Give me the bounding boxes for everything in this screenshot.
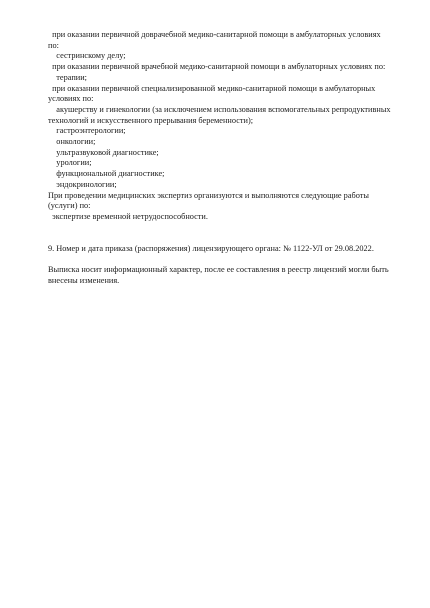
paragraph-gap: [48, 233, 393, 244]
text-line: гастроэнтерологии;: [48, 126, 126, 136]
document-body: [48, 30, 393, 287]
text-line: ультразвуковой диагностике;: [48, 147, 159, 157]
paragraph-gap: [48, 223, 393, 234]
text-line: условиях по:: [48, 94, 94, 104]
text-line: при оказании первичной врачебной медико-санитарной помощи в амбулаторных условиях по:: [48, 62, 386, 72]
notice-line: Выписка носит информационный характер, после ее составления в реестр лицензий могли быть: [48, 265, 389, 275]
notice-line: внесены изменения.: [48, 276, 120, 286]
text-line: по:: [48, 40, 59, 50]
text-line: технологий и искусственного прерывания беременности);: [48, 115, 254, 125]
text-line: при оказании первичной специализированной медико-санитарной помощи в амбулаторных: [48, 83, 376, 93]
text-line: (услуги) по:: [48, 201, 91, 211]
text-line: акушерству и гинекологии (за исключением использования вспомогательных репродуктивных: [48, 104, 391, 114]
text-line: эндокринологии;: [48, 179, 117, 189]
text-line: При проведении медицинских экспертиз организуются и выполняются следующие работы: [48, 190, 369, 200]
order-number-line: 9. Номер и дата приказа (распоряжения) лицензирующего органа: № 1122-УЛ от 29.08.2022.: [48, 244, 374, 254]
text-line: онкологии;: [48, 137, 96, 147]
text-line: экспертизе временной нетрудоспособности.: [48, 211, 208, 221]
paragraph-gap: [48, 255, 393, 266]
text-line: терапии;: [48, 72, 87, 82]
text-line: урологии;: [48, 158, 92, 168]
text-line: функциональной диагностике;: [48, 169, 165, 179]
text-line: сестринскому делу;: [48, 51, 126, 61]
text-line: при оказании первичной доврачебной медико-санитарной помощи в амбулаторных условиях: [48, 30, 381, 39]
